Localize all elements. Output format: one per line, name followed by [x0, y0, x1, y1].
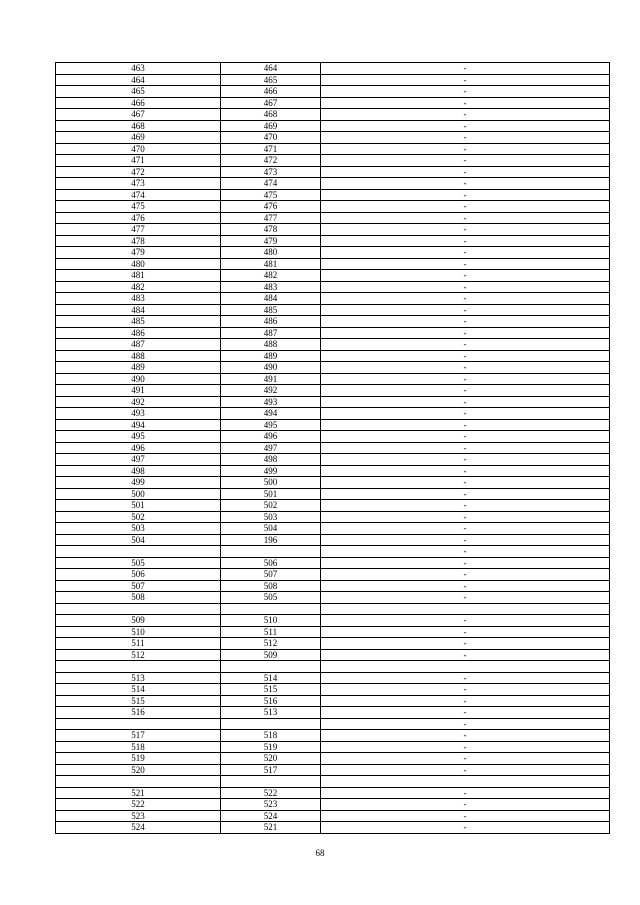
- table-cell-col2: 524: [221, 810, 321, 822]
- table-cell-col3: -: [321, 822, 610, 834]
- table-cell-col2: 471: [221, 143, 321, 155]
- table-cell-col2: [221, 661, 321, 673]
- table-cell-col3: -: [321, 97, 610, 109]
- table-cell-col1: 494: [56, 419, 221, 431]
- table-cell-col1: 466: [56, 97, 221, 109]
- table-cell-col1: 523: [56, 810, 221, 822]
- table-row: [56, 649, 610, 661]
- table-cell-col3: -: [321, 304, 610, 316]
- table-cell-col3: -: [321, 431, 610, 443]
- table-cell-col3: -: [321, 408, 610, 420]
- table-cell-col1: 518: [56, 741, 221, 753]
- table-row: [56, 661, 610, 673]
- table-cell-col3: -: [321, 741, 610, 753]
- page-number: 68: [315, 848, 325, 858]
- table-row: [56, 201, 610, 213]
- table-row: [56, 258, 610, 270]
- table-cell-col2: 484: [221, 293, 321, 305]
- table-row: [56, 247, 610, 259]
- table-cell-col1: 490: [56, 373, 221, 385]
- table-cell-col3: -: [321, 327, 610, 339]
- table-cell-col3: -: [321, 281, 610, 293]
- table-cell-col3: -: [321, 109, 610, 121]
- table-row: [56, 235, 610, 247]
- table-cell-col2: 492: [221, 385, 321, 397]
- table-cell-col2: 468: [221, 109, 321, 121]
- table-cell-col1: 493: [56, 408, 221, 420]
- table-cell-col2: 482: [221, 270, 321, 282]
- table-cell-col2: 506: [221, 557, 321, 569]
- table-cell-col1: 487: [56, 339, 221, 351]
- table-cell-col1: 473: [56, 178, 221, 190]
- table-cell-col1: 514: [56, 684, 221, 696]
- table-row: [56, 580, 610, 592]
- table-row: [56, 281, 610, 293]
- table-cell-col2: 501: [221, 488, 321, 500]
- table-cell-col1: 495: [56, 431, 221, 443]
- table-row: [56, 293, 610, 305]
- data-table: [55, 62, 610, 834]
- table-cell-col3: -: [321, 247, 610, 259]
- table-cell-col3: -: [321, 189, 610, 201]
- table-cell-col2: 490: [221, 362, 321, 374]
- table-cell-col2: 469: [221, 120, 321, 132]
- table-cell-col2: 467: [221, 97, 321, 109]
- table-cell-col1: [56, 661, 221, 673]
- table-row: [56, 810, 610, 822]
- table-cell-col2: [221, 718, 321, 730]
- table-cell-col2: 496: [221, 431, 321, 443]
- table-cell-col3: -: [321, 339, 610, 351]
- table-cell-col2: 491: [221, 373, 321, 385]
- table-cell-col1: 516: [56, 707, 221, 719]
- table-cell-col3: -: [321, 488, 610, 500]
- table-cell-col3: -: [321, 143, 610, 155]
- table-row: [56, 373, 610, 385]
- table-row: [56, 109, 610, 121]
- table-cell-col2: 521: [221, 822, 321, 834]
- table-cell-col2: 196: [221, 534, 321, 546]
- table-cell-col3: -: [321, 787, 610, 799]
- table-cell-col1: 469: [56, 132, 221, 144]
- table-cell-col3: -: [321, 212, 610, 224]
- table-row: [56, 500, 610, 512]
- table-cell-col2: 483: [221, 281, 321, 293]
- table-cell-col3: -: [321, 764, 610, 776]
- table-cell-col1: 485: [56, 316, 221, 328]
- table-row: [56, 143, 610, 155]
- table-cell-col2: 511: [221, 626, 321, 638]
- table-cell-col1: 489: [56, 362, 221, 374]
- table-cell-col1: 519: [56, 753, 221, 765]
- table-cell-col3: -: [321, 534, 610, 546]
- table-cell-col2: 516: [221, 695, 321, 707]
- table-row: [56, 557, 610, 569]
- table-row: [56, 695, 610, 707]
- table-cell-col3: -: [321, 454, 610, 466]
- table-cell-col3: -: [321, 684, 610, 696]
- table-cell-col1: 507: [56, 580, 221, 592]
- table-cell-col3: -: [321, 258, 610, 270]
- table-cell-col1: 475: [56, 201, 221, 213]
- table-cell-col1: 471: [56, 155, 221, 167]
- table-cell-col1: 474: [56, 189, 221, 201]
- table-cell-col2: 475: [221, 189, 321, 201]
- table-row: [56, 350, 610, 362]
- table-cell-col1: 515: [56, 695, 221, 707]
- table-cell-col3: [321, 661, 610, 673]
- table-cell-col3: -: [321, 419, 610, 431]
- table-cell-col3: -: [321, 500, 610, 512]
- table-cell-col1: 488: [56, 350, 221, 362]
- table-cell-col3: -: [321, 695, 610, 707]
- table-cell-col3: -: [321, 615, 610, 627]
- table-cell-col1: [56, 546, 221, 558]
- table-cell-col2: 497: [221, 442, 321, 454]
- table-cell-col1: 501: [56, 500, 221, 512]
- table-cell-col3: -: [321, 523, 610, 535]
- table-cell-col1: 463: [56, 63, 221, 75]
- table-cell-col3: -: [321, 465, 610, 477]
- table-row: [56, 270, 610, 282]
- table-row: [56, 477, 610, 489]
- table-cell-col3: -: [321, 178, 610, 190]
- table-cell-col1: 482: [56, 281, 221, 293]
- table-row: [56, 304, 610, 316]
- table-cell-col1: 505: [56, 557, 221, 569]
- table-cell-col1: 498: [56, 465, 221, 477]
- table-row: [56, 339, 610, 351]
- table-cell-col3: -: [321, 362, 610, 374]
- table-row: [56, 97, 610, 109]
- table-cell-col3: -: [321, 753, 610, 765]
- table-cell-col1: 478: [56, 235, 221, 247]
- table-cell-col1: 472: [56, 166, 221, 178]
- table-cell-col2: 495: [221, 419, 321, 431]
- table-cell-col3: [321, 776, 610, 788]
- table-cell-col1: 499: [56, 477, 221, 489]
- table-row: [56, 419, 610, 431]
- table-cell-col3: -: [321, 74, 610, 86]
- table-row: [56, 672, 610, 684]
- table-cell-col3: -: [321, 132, 610, 144]
- table-cell-col2: 473: [221, 166, 321, 178]
- table-cell-col3: -: [321, 626, 610, 638]
- table-cell-col3: -: [321, 718, 610, 730]
- table-cell-col3: -: [321, 201, 610, 213]
- table-cell-col3: -: [321, 799, 610, 811]
- table-cell-col1: [56, 718, 221, 730]
- table-cell-col2: 465: [221, 74, 321, 86]
- table-cell-col2: 522: [221, 787, 321, 799]
- table-cell-col1: [56, 603, 221, 615]
- table-cell-col2: 510: [221, 615, 321, 627]
- table-cell-col1: 520: [56, 764, 221, 776]
- table-cell-col2: 485: [221, 304, 321, 316]
- table-cell-col2: [221, 546, 321, 558]
- table-cell-col3: -: [321, 120, 610, 132]
- table-cell-col1: 504: [56, 534, 221, 546]
- table-row: [56, 569, 610, 581]
- table-cell-col1: 470: [56, 143, 221, 155]
- table-cell-col3: -: [321, 373, 610, 385]
- table-cell-col2: 464: [221, 63, 321, 75]
- table-cell-col2: 514: [221, 672, 321, 684]
- table-row: [56, 178, 610, 190]
- table-cell-col2: 513: [221, 707, 321, 719]
- table-cell-col2: 487: [221, 327, 321, 339]
- table-cell-col2: 470: [221, 132, 321, 144]
- table-cell-col2: 479: [221, 235, 321, 247]
- table-cell-col3: -: [321, 293, 610, 305]
- table-row: [56, 718, 610, 730]
- table-cell-col3: -: [321, 638, 610, 650]
- table-cell-col3: -: [321, 442, 610, 454]
- table-row: [56, 592, 610, 604]
- table-cell-col3: -: [321, 63, 610, 75]
- table-row: [56, 638, 610, 650]
- table-row: [56, 534, 610, 546]
- table-row: [56, 454, 610, 466]
- table-cell-col2: 499: [221, 465, 321, 477]
- table-cell-col2: 500: [221, 477, 321, 489]
- table-row: [56, 396, 610, 408]
- table-cell-col2: 477: [221, 212, 321, 224]
- table-cell-col2: 481: [221, 258, 321, 270]
- table-cell-col2: 488: [221, 339, 321, 351]
- table-cell-col2: 509: [221, 649, 321, 661]
- table-cell-col2: 493: [221, 396, 321, 408]
- table-cell-col1: 468: [56, 120, 221, 132]
- table-cell-col2: 472: [221, 155, 321, 167]
- table-row: [56, 764, 610, 776]
- table-row: [56, 63, 610, 75]
- table-cell-col1: 481: [56, 270, 221, 282]
- table-row: [56, 327, 610, 339]
- table-row: [56, 120, 610, 132]
- table-cell-col1: 521: [56, 787, 221, 799]
- table-cell-col1: 496: [56, 442, 221, 454]
- table-row: [56, 132, 610, 144]
- table-cell-col2: 478: [221, 224, 321, 236]
- table-row: [56, 408, 610, 420]
- table-cell-col3: -: [321, 511, 610, 523]
- table-cell-col1: 484: [56, 304, 221, 316]
- table-cell-col1: 491: [56, 385, 221, 397]
- table-row: [56, 362, 610, 374]
- table-cell-col1: 492: [56, 396, 221, 408]
- table-cell-col1: 510: [56, 626, 221, 638]
- table-row: [56, 86, 610, 98]
- table-cell-col3: -: [321, 592, 610, 604]
- table-cell-col1: 465: [56, 86, 221, 98]
- table-row: [56, 822, 610, 834]
- table-row: [56, 626, 610, 638]
- table-row: [56, 776, 610, 788]
- table-cell-col1: 512: [56, 649, 221, 661]
- table-cell-col3: -: [321, 649, 610, 661]
- table-row: [56, 431, 610, 443]
- table-cell-col3: -: [321, 270, 610, 282]
- table-cell-col2: 466: [221, 86, 321, 98]
- table-cell-col3: -: [321, 166, 610, 178]
- table-cell-col2: 498: [221, 454, 321, 466]
- table-cell-col1: 511: [56, 638, 221, 650]
- table-cell-col2: 474: [221, 178, 321, 190]
- table-cell-col1: 476: [56, 212, 221, 224]
- table-cell-col3: -: [321, 569, 610, 581]
- table-row: [56, 465, 610, 477]
- table-cell-col2: 518: [221, 730, 321, 742]
- table-cell-col2: 503: [221, 511, 321, 523]
- table-row: [56, 523, 610, 535]
- table-cell-col3: -: [321, 385, 610, 397]
- table-cell-col3: -: [321, 155, 610, 167]
- table-row: [56, 787, 610, 799]
- table-cell-col3: -: [321, 316, 610, 328]
- table-cell-col2: 508: [221, 580, 321, 592]
- table-cell-col1: 502: [56, 511, 221, 523]
- table-cell-col1: 477: [56, 224, 221, 236]
- table-cell-col2: 480: [221, 247, 321, 259]
- table-cell-col1: 479: [56, 247, 221, 259]
- table-row: [56, 442, 610, 454]
- table-row: [56, 684, 610, 696]
- table-row: [56, 546, 610, 558]
- table-cell-col2: 476: [221, 201, 321, 213]
- table-cell-col1: 497: [56, 454, 221, 466]
- table-row: [56, 385, 610, 397]
- table-cell-col1: 467: [56, 109, 221, 121]
- table-cell-col1: 464: [56, 74, 221, 86]
- table-cell-col3: -: [321, 810, 610, 822]
- table-row: [56, 74, 610, 86]
- table-cell-col1: 517: [56, 730, 221, 742]
- table-row: [56, 488, 610, 500]
- table-cell-col2: [221, 603, 321, 615]
- table-cell-col3: [321, 603, 610, 615]
- table-cell-col1: 513: [56, 672, 221, 684]
- table-row: [56, 707, 610, 719]
- table-cell-col1: 509: [56, 615, 221, 627]
- table-cell-col2: 519: [221, 741, 321, 753]
- table-cell-col1: 524: [56, 822, 221, 834]
- table-cell-col2: [221, 776, 321, 788]
- table-row: [56, 224, 610, 236]
- table-cell-col3: -: [321, 235, 610, 247]
- table-row: [56, 799, 610, 811]
- table-cell-col1: [56, 776, 221, 788]
- table-cell-col2: 517: [221, 764, 321, 776]
- table-row: [56, 730, 610, 742]
- table-cell-col3: -: [321, 707, 610, 719]
- table-cell-col1: 480: [56, 258, 221, 270]
- table-row: [56, 166, 610, 178]
- table-body: [56, 63, 610, 834]
- table-cell-col1: 503: [56, 523, 221, 535]
- table-cell-col1: 508: [56, 592, 221, 604]
- table-row: [56, 753, 610, 765]
- table-row: [56, 212, 610, 224]
- table-cell-col3: -: [321, 580, 610, 592]
- table-row: [56, 603, 610, 615]
- table-cell-col3: -: [321, 86, 610, 98]
- table-cell-col3: -: [321, 477, 610, 489]
- table-cell-col1: 506: [56, 569, 221, 581]
- table-row: [56, 316, 610, 328]
- table-cell-col2: 520: [221, 753, 321, 765]
- table-cell-col3: -: [321, 350, 610, 362]
- table-row: [56, 155, 610, 167]
- table-cell-col3: -: [321, 224, 610, 236]
- table-cell-col2: 515: [221, 684, 321, 696]
- table-cell-col2: 523: [221, 799, 321, 811]
- table-cell-col3: -: [321, 672, 610, 684]
- table-cell-col3: -: [321, 730, 610, 742]
- table-cell-col2: 505: [221, 592, 321, 604]
- table-row: [56, 615, 610, 627]
- table-cell-col2: 504: [221, 523, 321, 535]
- table-cell-col2: 507: [221, 569, 321, 581]
- table-cell-col3: -: [321, 546, 610, 558]
- table-cell-col1: 500: [56, 488, 221, 500]
- table-cell-col3: -: [321, 557, 610, 569]
- table-row: [56, 511, 610, 523]
- table-row: [56, 741, 610, 753]
- table-row: [56, 189, 610, 201]
- table-cell-col2: 489: [221, 350, 321, 362]
- table-cell-col1: 522: [56, 799, 221, 811]
- table-cell-col2: 486: [221, 316, 321, 328]
- table-cell-col3: -: [321, 396, 610, 408]
- table-cell-col1: 486: [56, 327, 221, 339]
- table-cell-col2: 494: [221, 408, 321, 420]
- table-cell-col2: 512: [221, 638, 321, 650]
- table-cell-col2: 502: [221, 500, 321, 512]
- table-cell-col1: 483: [56, 293, 221, 305]
